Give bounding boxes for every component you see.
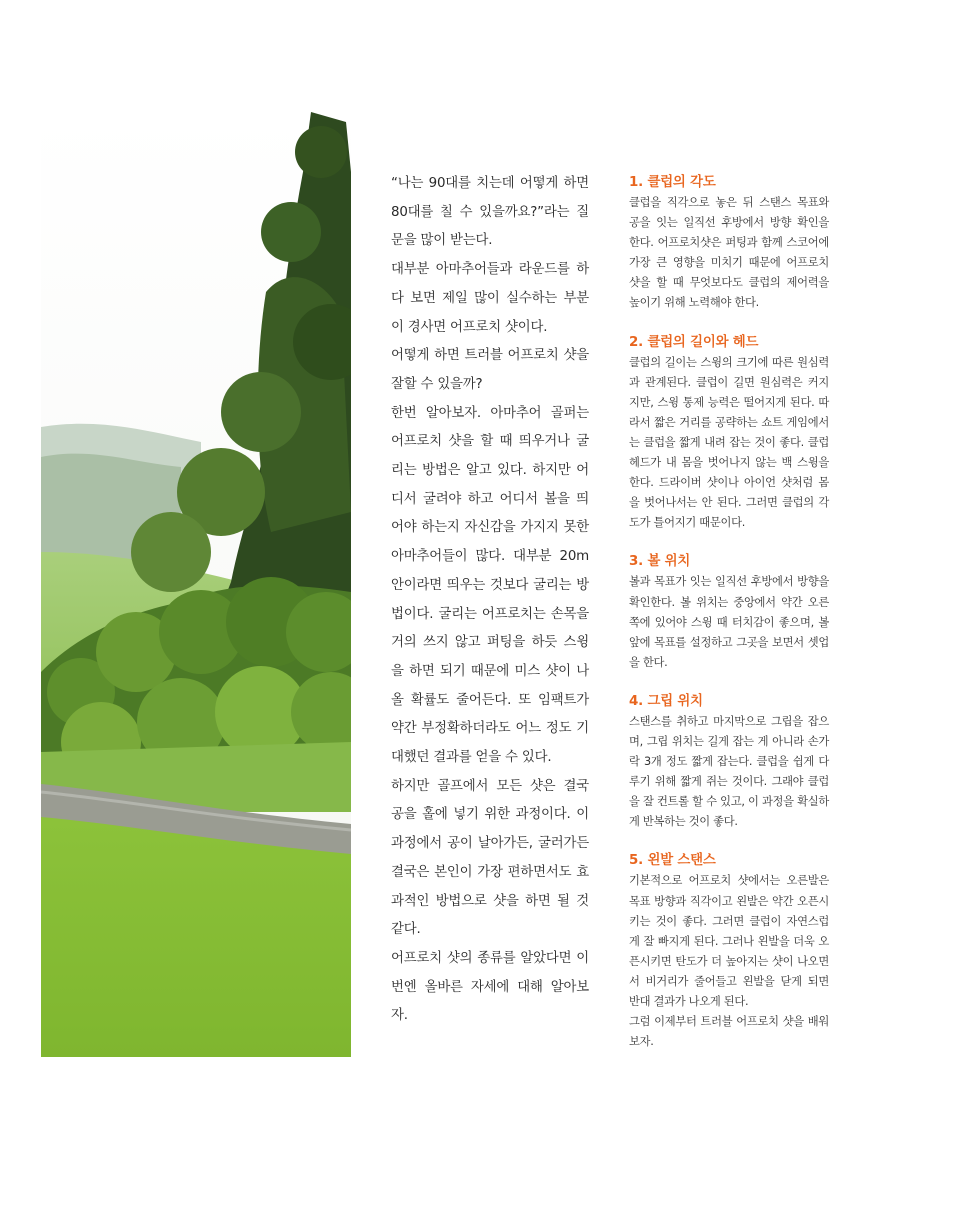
golf-course-photo xyxy=(41,112,351,1057)
intro-paragraph: 한번 알아보자. 아마추어 골퍼는 어프로치 샷을 할 때 띄우거나 굴리는 방법은 알고 있다. 하지만 어디서 굴려야 하고 어디서 볼을 띄어야 하는지 자신감을 가지지 못한 아마추어들이 많다. 대부분 20m 안이라면 띄우는 것보다 굴리는 방법이다. 굴리는 어프로치는 손목을 거의 쓰지 않고 퍼팅을 하듯 스윙을 하면 되기 때문에 미스 샷이 나올 확률도 줄어든다. 또 임팩트가 약간 부정확하더라도 어느 정도 기대했던 결과를 얻을 수 있다. xyxy=(391,405,589,766)
tips-column xyxy=(629,173,829,1071)
closing-sentence: 그럼 이제부터 트러블 어프로치 샷을 배워보자. xyxy=(629,1015,829,1049)
section-body: 클럽을 직각으로 놓은 뒤 스탠스 목표와 공을 잇는 일직선 후방에서 방향 확인을 한다. 어프로치샷은 퍼팅과 함께 스코어에 가장 큰 영향을 미치기 때문에 어프로치 샷을 할 때 무엇보다도 클럽의 제어력을 높이기 위해 노력해야 한다. xyxy=(629,196,829,310)
intro-paragraph: 어떻게 하면 트러블 어프로치 샷을 잘할 수 있을까? xyxy=(391,348,589,392)
section-body: 클럽의 길이는 스윙의 크기에 따른 원심력과 관계된다. 클럽이 길면 원심력은 커지지만, 스윙 통제 능력은 떨어지게 된다. 따라서 짧은 거리를 공략하는 쇼트 게임에서는 클럽을 짧게 내려 잡는 것이 좋다. 클럽헤드가 내 몸을 벗어나지 않는 백 스윙을 한다. 드라이버 샷이나 아이언 샷처럼 몸을 벗어나서는 안 된다. 그러면 클럽의 각도가 틀어지기 때문이다. xyxy=(629,355,829,530)
tip-section-left-foot-stance xyxy=(629,851,829,1052)
intro-column xyxy=(391,170,589,1031)
tip-section-club-angle xyxy=(629,173,829,314)
intro-paragraph: 대부분 아마추어들과 라운드를 하다 보면 제일 많이 실수하는 부분이 경사면 어프로치 샷이다. xyxy=(391,262,589,335)
intro-paragraph: “나는 90대를 치는데 어떻게 하면 80대를 칠 수 있을까요?”라는 질문을 많이 받는다. xyxy=(391,176,589,249)
section-body: 스탠스를 취하고 마지막으로 그립을 잡으며, 그립 위치는 길게 잡는 게 아니라 손가락 3개 정도 짧게 잡는다. 클럽을 쉽게 다루기 위해 짧게 쥐는 것이다. 그래야 클럽을 잘 컨트롤 할 수 있고, 이 과정을 확실하게 반복하는 것이 좋다. xyxy=(629,714,829,829)
intro-paragraph: 어프로치 샷의 종류를 알았다면 이번엔 올바른 자세에 대해 알아보자. xyxy=(391,950,589,1024)
section-body: 기본적으로 어프로치 샷에서는 오른발은 목표 방향과 직각이고 왼발은 약간 오픈시키는 것이 좋다. 그러면 클럽이 자연스럽게 잘 빠지게 된다. 그러나 왼발을 더욱 오픈시키면 탄도가 더 높아지는 샷이 나오면서 비거리가 줄어들고 왼발을 닫게 되면 반대 결과가 나오게 된다. xyxy=(629,874,829,1008)
section-heading: 1. 클럽의 각도 xyxy=(629,175,716,190)
section-heading: 2. 클럽의 길이와 헤드 xyxy=(629,334,759,350)
tip-section-grip-position xyxy=(629,692,829,833)
intro-paragraph: 하지만 골프에서 모든 샷은 결국 공을 홀에 넣기 위한 과정이다. 이 과정에서 공이 날아가든, 굴러가든 결국은 본인이 가장 편하면서도 효과적인 방법으로 샷을 하면 될 것 같다. xyxy=(391,778,589,938)
section-heading: 5. 왼발 스탠스 xyxy=(629,853,716,869)
tip-section-ball-position xyxy=(629,552,829,672)
section-heading: 3. 볼 위치 xyxy=(629,554,691,570)
section-body: 볼과 목표가 잇는 일직선 후방에서 방향을 확인한다. 볼 위치는 중앙에서 약간 오른쪽에 있어야 스윙 때 터치감이 좋으며, 볼 앞에 목표를 설정하고 그곳을 보면서 셋업을 한다. xyxy=(629,575,829,669)
section-heading: 4. 그립 위치 xyxy=(629,693,703,709)
tip-section-club-length xyxy=(629,333,829,534)
